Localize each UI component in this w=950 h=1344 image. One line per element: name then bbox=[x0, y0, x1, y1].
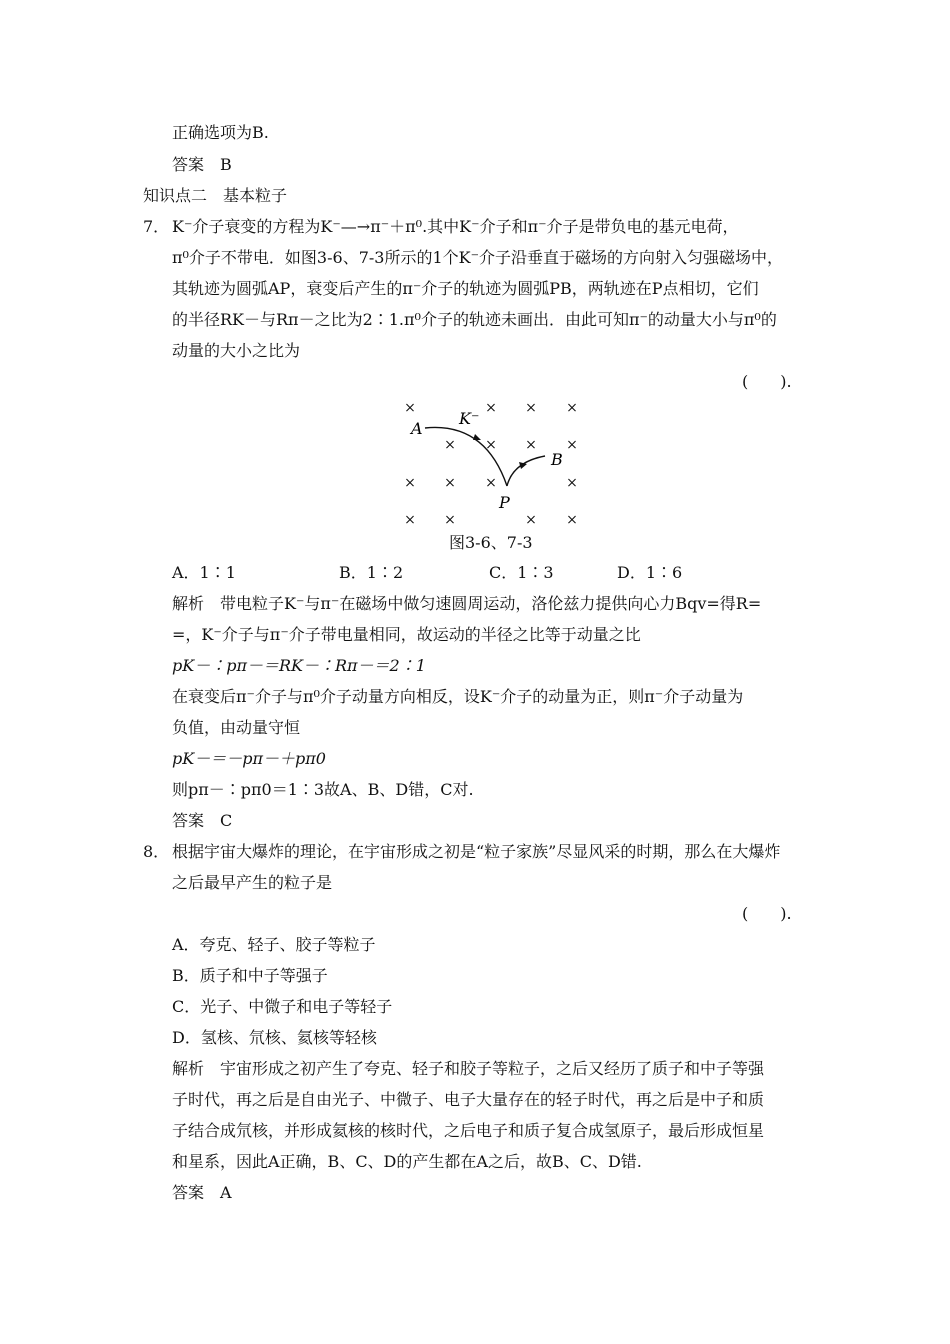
q8-option-c: C．光子、中微子和电子等轻子 bbox=[172, 997, 393, 1016]
q7-analysis-3: pK－∶pπ－＝RK－∶Rπ－＝2∶1 bbox=[172, 656, 426, 675]
prev-answer bbox=[172, 154, 232, 176]
label-B: B bbox=[551, 450, 563, 469]
q7-stem-line-5: 动量的大小之比为 bbox=[172, 341, 301, 360]
section-title: 知识点二 基本粒子 bbox=[143, 186, 288, 205]
q8-stem-line-2: 之后最早产生的粒子是 bbox=[172, 873, 333, 892]
q7-stem-line-2: π⁰介子不带电．如图3-6、7-3所示的1个K⁻介子沿垂直于磁场的方向射入匀强磁场中， bbox=[172, 248, 784, 267]
magnetic-field-figure bbox=[395, 392, 595, 532]
q7-stem-line-3: 其轨迹为圆弧AP，衰变后产生的π⁻介子的轨迹为圆弧PB，两轨迹在P点相切，它们 bbox=[172, 279, 759, 298]
q8-option-a: A．夸克、轻子、胶子等粒子 bbox=[172, 935, 376, 954]
q8-analysis-1: 解析 宇宙形成之初产生了夸克、轻子和胶子等粒子，之后又经历了质子和中子等强 bbox=[172, 1059, 765, 1078]
q7-answer bbox=[172, 810, 232, 832]
q8-answer bbox=[172, 1182, 232, 1204]
field-cross: × bbox=[566, 512, 578, 528]
label-K: K⁻ bbox=[459, 409, 480, 428]
q8-analysis-3: 子结合成氘核，并形成氦核的核时代，之后电子和质子复合成氢原子，最后形成恒星 bbox=[172, 1121, 765, 1140]
q7-option-c: C．1∶3 bbox=[489, 563, 554, 582]
answer-label: 答案 bbox=[172, 811, 205, 830]
q8-number: 8． bbox=[143, 842, 170, 861]
q8-analysis-2: 子时代，再之后是自由光子、中微子、电子大量存在的轻子时代，再之后是中子和质 bbox=[172, 1090, 765, 1109]
field-cross: × bbox=[444, 475, 456, 491]
q7-analysis-1: 解析 带电粒子K⁻与π⁻在磁场中做匀速圆周运动，洛伦兹力提供向心力Bqv=得R= bbox=[172, 594, 762, 613]
q7-answer-paren: ( ). bbox=[742, 372, 792, 391]
q7-analysis-2: =，K⁻介子与π⁻介子带电量相同，故运动的半径之比等于动量之比 bbox=[172, 625, 641, 644]
answer-value: C bbox=[220, 811, 233, 830]
field-cross: × bbox=[525, 400, 537, 416]
pi-minus-trajectory bbox=[507, 456, 545, 486]
field-cross: × bbox=[566, 475, 578, 491]
answer-value: B bbox=[220, 155, 232, 174]
field-cross: × bbox=[444, 437, 456, 453]
field-cross: × bbox=[485, 437, 497, 453]
q8-option-d: D．氢核、氘核、氦核等轻核 bbox=[172, 1028, 377, 1047]
q7-number: 7． bbox=[143, 217, 170, 236]
q7-stem-line-1: K⁻介子衰变的方程为K⁻—→π⁻＋π⁰.其中K⁻介子和π⁻介子是带负电的基元电荷， bbox=[172, 217, 739, 236]
prev-correct-line: 正确选项为B. bbox=[172, 123, 269, 142]
field-cross: × bbox=[525, 512, 537, 528]
label-A: A bbox=[411, 419, 423, 438]
direction-arrow-1 bbox=[473, 434, 481, 440]
field-cross: × bbox=[404, 475, 416, 491]
q7-analysis-6: pK－＝－pπ－＋pπ0 bbox=[172, 749, 326, 768]
q8-stem-line-1: 根据宇宙大爆炸的理论，在宇宙形成之初是“粒子家族”尽显风采的时期，那么在大爆炸 bbox=[172, 842, 781, 861]
field-cross: × bbox=[525, 437, 537, 453]
q8-analysis-4: 和星系，因此A正确，B、C、D的产生都在A之后，故B、C、D错. bbox=[172, 1152, 642, 1171]
q8-option-b: B．质子和中子等强子 bbox=[172, 966, 328, 985]
q8-answer-paren: ( ). bbox=[742, 904, 792, 923]
label-P: P bbox=[499, 493, 510, 512]
field-cross: × bbox=[404, 400, 416, 416]
field-cross: × bbox=[444, 512, 456, 528]
answer-value: A bbox=[220, 1183, 232, 1202]
figure-caption: 图3-6、7-3 bbox=[449, 533, 533, 552]
q7-analysis-7: 则pπ－∶pπ0＝1∶3故A、B、D错，C对. bbox=[172, 780, 474, 799]
field-cross: × bbox=[485, 475, 497, 491]
answer-label: 答案 bbox=[172, 155, 205, 174]
answer-label: 答案 bbox=[172, 1183, 205, 1202]
q7-analysis-4: 在衰变后π⁻介子与π⁰介子动量方向相反，设K⁻介子的动量为正，则π⁻介子动量为 bbox=[172, 687, 744, 706]
field-cross: × bbox=[404, 512, 416, 528]
q7-option-b: B．1∶2 bbox=[339, 563, 404, 582]
q7-analysis-5: 负值，由动量守恒 bbox=[172, 718, 301, 737]
q7-option-a: A．1∶1 bbox=[172, 563, 236, 582]
field-cross: × bbox=[566, 400, 578, 416]
q7-stem-line-4: 的半径RK－与Rπ－之比为2∶1.π⁰介子的轨迹未画出．由此可知π⁻的动量大小与π⁰的 bbox=[172, 310, 777, 329]
field-cross: × bbox=[485, 400, 497, 416]
q7-option-d: D．1∶6 bbox=[617, 563, 683, 582]
field-cross: × bbox=[566, 437, 578, 453]
